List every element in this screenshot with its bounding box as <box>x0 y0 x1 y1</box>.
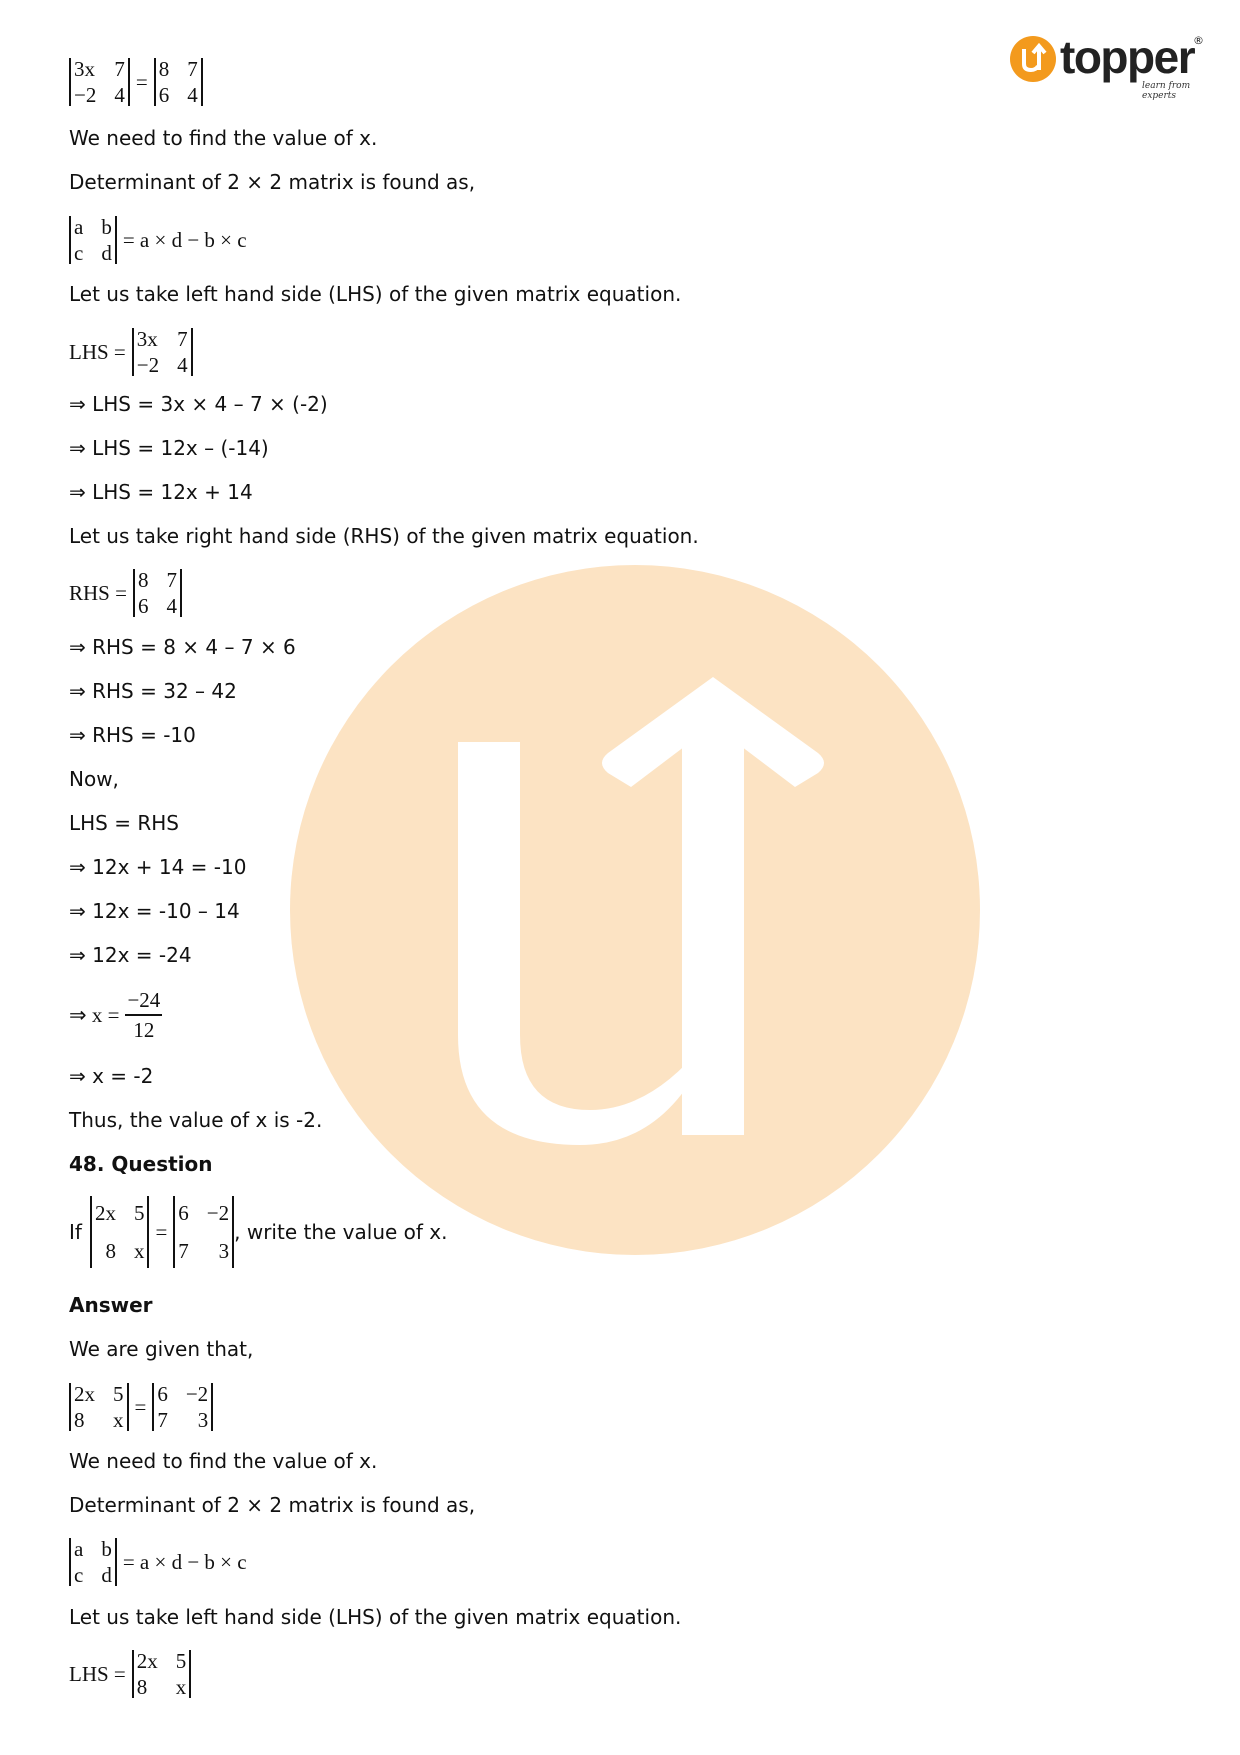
answer-heading: Answer <box>69 1293 153 1317</box>
given-equation-1: 3x 7 −2 4 = 8 7 6 4 <box>69 56 203 108</box>
step: ⇒ LHS = 12x + 14 <box>69 480 253 504</box>
paragraph: We need to find the value of x. <box>69 1449 378 1473</box>
step: ⇒ 12x + 14 = -10 <box>69 855 247 879</box>
brand-mark-icon <box>1010 36 1056 82</box>
conclusion: Thus, the value of x is -2. <box>69 1108 323 1132</box>
watermark-circle <box>290 565 980 1255</box>
paragraph: Determinant of 2 × 2 matrix is found as, <box>69 1493 476 1517</box>
step: ⇒ x = -2 <box>69 1064 154 1088</box>
step: LHS = RHS <box>69 811 179 835</box>
step: ⇒ LHS = 12x – (-14) <box>69 436 269 460</box>
paragraph: Let us take left hand side (LHS) of the given matrix equation. <box>69 282 682 306</box>
step: ⇒ RHS = 32 – 42 <box>69 679 237 703</box>
fraction-step: ⇒ x = $\frac{-24}{12}$ <box>69 988 161 1042</box>
watermark-arrow-shaft <box>682 715 744 1135</box>
paragraph: We need to find the value of x. <box>69 126 378 150</box>
rhs-determinant: RHS = 8 7 6 4 <box>69 567 182 619</box>
brand-logo[interactable] <box>1010 31 1210 101</box>
lhs-determinant: LHS = 2x 5 8 x <box>69 1648 191 1700</box>
paragraph: Let us take right hand side (RHS) of the given matrix equation. <box>69 524 699 548</box>
u-arrow-icon <box>1010 36 1056 82</box>
brand-tagline: learn from experts <box>1142 81 1191 101</box>
determinant: 8 7 6 4 <box>154 56 203 108</box>
step: ⇒ RHS = 8 × 4 – 7 × 6 <box>69 635 296 659</box>
fraction: $\frac{-24}{12}$ <box>127 988 161 1042</box>
brand-name: topper <box>1060 31 1195 83</box>
determinant: 3x 7 −2 4 <box>69 56 130 108</box>
paragraph: Let us take left hand side (LHS) of the given matrix equation. <box>69 1605 682 1629</box>
registered-mark: ® <box>1193 34 1204 47</box>
question-equation: If 2x 5 8 x = 6 −2 7 3 , write the value of x. <box>69 1196 448 1268</box>
step: ⇒ 12x = -10 – 14 <box>69 899 240 923</box>
question-heading: 48. Question <box>69 1152 213 1176</box>
lhs-determinant: LHS = 3x 7 −2 4 <box>69 326 193 378</box>
watermark-logo <box>290 565 980 1255</box>
given-equation-2: 2x 5 8 x = 6 −2 7 3 <box>69 1381 213 1433</box>
step: Now, <box>69 767 119 791</box>
step: ⇒ LHS = 3x × 4 – 7 × (-2) <box>69 392 328 416</box>
determinant-formula: a b c d = a × d − b × c <box>69 214 247 266</box>
step: ⇒ RHS = -10 <box>69 723 196 747</box>
step: ⇒ 12x = -24 <box>69 943 192 967</box>
paragraph: We are given that, <box>69 1337 254 1361</box>
determinant-formula: a b c d = a × d − b × c <box>69 1536 247 1588</box>
paragraph: Determinant of 2 × 2 matrix is found as, <box>69 170 476 194</box>
